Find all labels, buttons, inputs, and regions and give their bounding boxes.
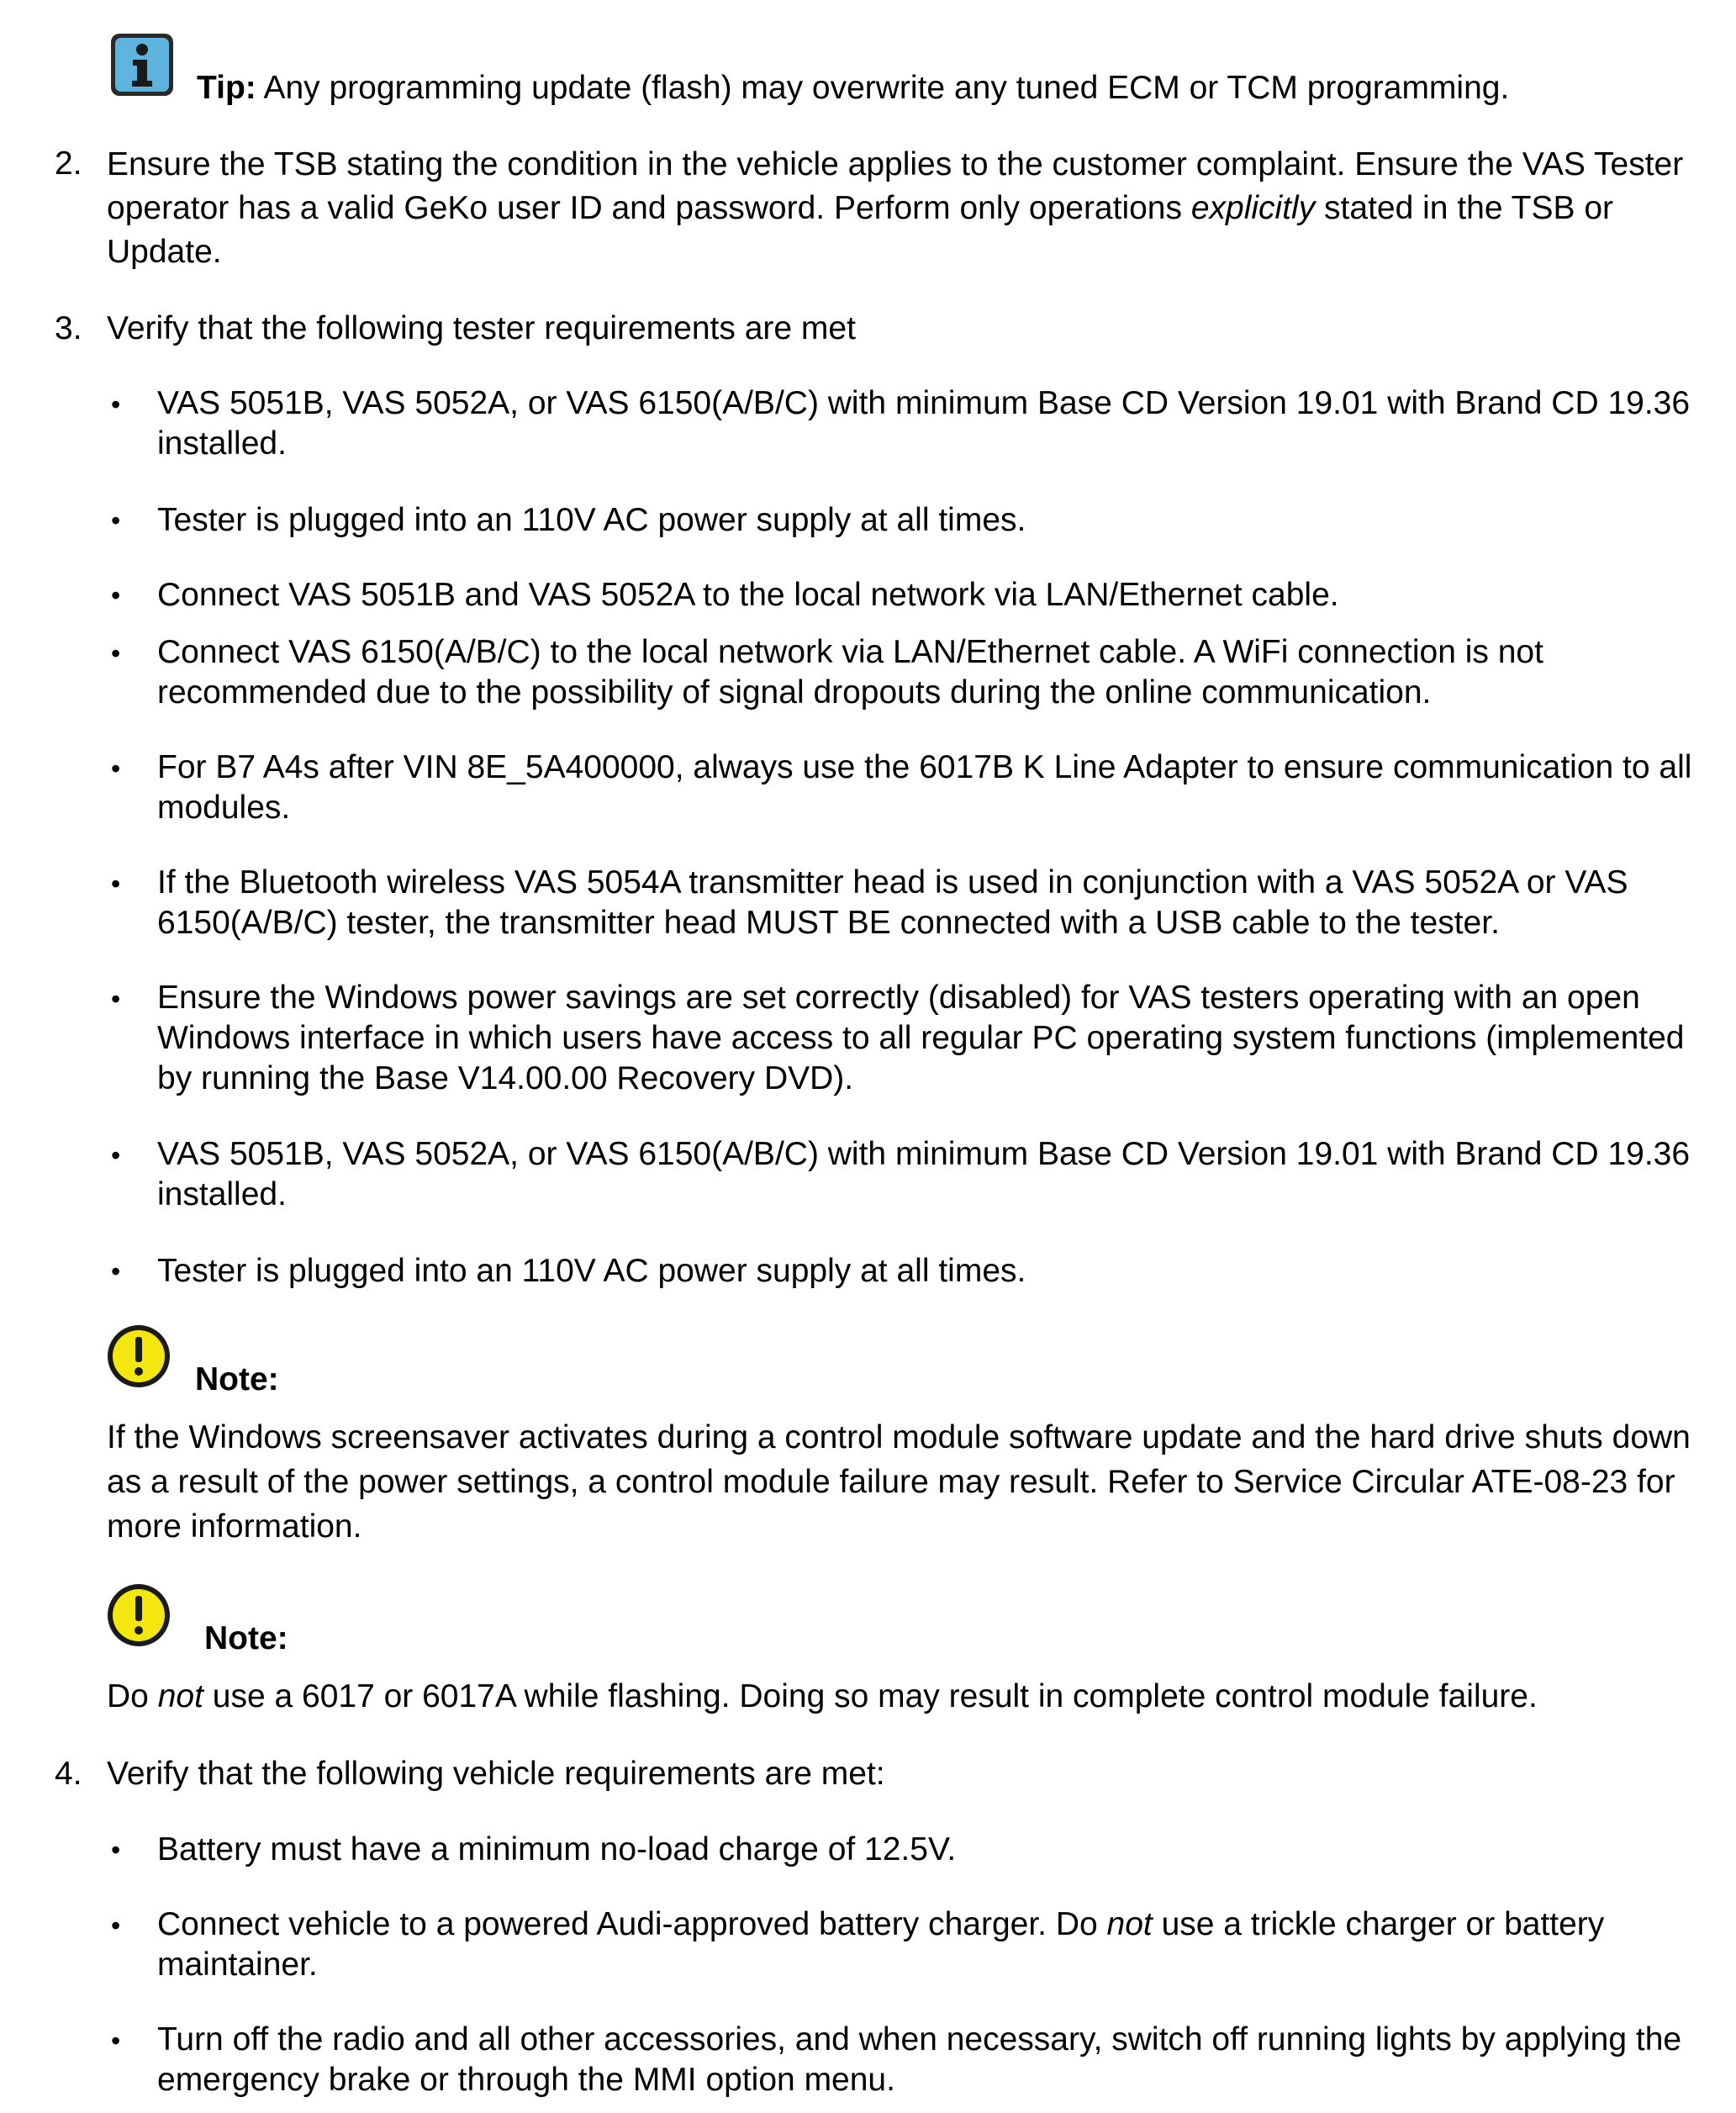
bullet-symbol: • <box>111 753 121 784</box>
vehicle-requirement-3: Turn off the radio and all other accessories, and when necessary, switch off running lights by applying the emergency brake or through the MMI option menu. <box>157 2021 1682 2098</box>
step-3-number: 3. <box>55 310 82 346</box>
step-2-text <box>107 143 1708 274</box>
tip-label: Tip: <box>197 70 256 106</box>
tester-requirement-2: Tester is plugged into an 110V AC power supply at all times. <box>157 502 1026 538</box>
bullet-symbol: • <box>111 1835 121 1865</box>
tester-requirement-6: If the Bluetooth wireless VAS 5054A transmitter head is used in conjunction with a VAS 5052A or VAS 6150(A/B/C) tester, the transmitter head MUST BE connected with a USB cable to the tester. <box>157 864 1628 941</box>
vehicle-requirement-2 <box>157 1904 1708 1985</box>
bullet-symbol: • <box>111 1910 121 1941</box>
bullet-symbol: • <box>111 1140 121 1170</box>
step-2-number: 2. <box>55 145 82 182</box>
note-2-part1: Do <box>107 1678 158 1714</box>
bullet-symbol: • <box>111 984 121 1014</box>
vehicle-requirement-2-emphasis: not <box>1106 1906 1153 1942</box>
tester-requirement-3: Connect VAS 5051B and VAS 5052A to the local network via LAN/Ethernet cable. <box>157 577 1339 613</box>
step-4-text: Verify that the following vehicle requirements are met: <box>107 1756 885 1792</box>
step-2-emphasis: explicitly <box>1190 190 1316 226</box>
bullet-symbol: • <box>111 1256 121 1286</box>
bullet-symbol: • <box>111 389 121 420</box>
exclamation-icon <box>104 1581 173 1650</box>
vehicle-requirement-2-part2: use a trickle charger or battery maintainer. <box>157 1906 1605 1983</box>
note-1-label: Note: <box>195 1361 279 1397</box>
tester-requirement-8: VAS 5051B, VAS 5052A, or VAS 6150(A/B/C) with minimum Base CD Version 19.01 with Brand CD 19.36 installed. <box>157 1136 1691 1212</box>
exclamation-icon <box>104 1322 173 1391</box>
vehicle-requirement-2-part1: Connect vehicle to a powered Audi-approved battery charger. Do <box>157 1906 1107 1942</box>
step-4-number: 4. <box>55 1756 82 1792</box>
tester-requirement-1: VAS 5051B, VAS 5052A, or VAS 6150(A/B/C) with minimum Base CD Version 19.01 with Brand CD 19.36 installed. <box>157 385 1691 462</box>
note-2-label: Note: <box>204 1620 288 1656</box>
tester-requirement-9: Tester is plugged into an 110V AC power supply at all times. <box>157 1253 1026 1289</box>
info-icon <box>108 30 177 99</box>
bullet-symbol: • <box>111 869 121 899</box>
tester-requirement-7: Ensure the Windows power savings are set correctly (disabled) for VAS testers operating with an open Windows interface in which users have access to all regular PC operating system functions (implemented by running the Base V14.00.00 Recovery DVD). <box>157 980 1685 1096</box>
note-1-text: If the Windows screensaver activates during a control module software update and the hard drive shuts down as a result of the power settings, a control module failure may result. Refer to Service Circular ATE-08-23 for more information. <box>107 1419 1691 1545</box>
note-2-emphasis: not <box>157 1678 203 1714</box>
tester-requirement-4: Connect VAS 6150(A/B/C) to the local network via LAN/Ethernet cable. A WiFi connection is not recommended due to the possibility of signal dropouts during the online communication. <box>157 634 1543 710</box>
note-2-part2: use a 6017 or 6017A while flashing. Doing so may result in complete control module failure. <box>203 1678 1538 1714</box>
step-2-part1: Ensure the TSB stating the condition in the vehicle applies to the customer complaint. Ensure the VAS Tester operator has a valid GeKo user ID and password. Perform only operations <box>107 146 1684 226</box>
tester-requirement-5: For B7 A4s after VIN 8E_5A400000, always use the 6017B K Line Adapter to ensure communication to all modules. <box>157 749 1692 826</box>
bullet-symbol: • <box>111 2026 121 2056</box>
vehicle-requirement-1: Battery must have a minimum no-load charge of 12.5V. <box>157 1831 957 1867</box>
bullet-symbol: • <box>111 505 121 536</box>
bullet-symbol: • <box>111 580 121 610</box>
step-3-text: Verify that the following tester requirements are met <box>107 310 856 346</box>
note-2-text <box>107 1676 1708 1718</box>
tip-text: Any programming update (flash) may overwrite any tuned ECM or TCM programming. <box>256 70 1510 106</box>
step-2-part2: stated in the TSB or Update. <box>107 190 1614 270</box>
tip-line <box>197 67 1509 109</box>
bullet-symbol: • <box>111 638 121 668</box>
